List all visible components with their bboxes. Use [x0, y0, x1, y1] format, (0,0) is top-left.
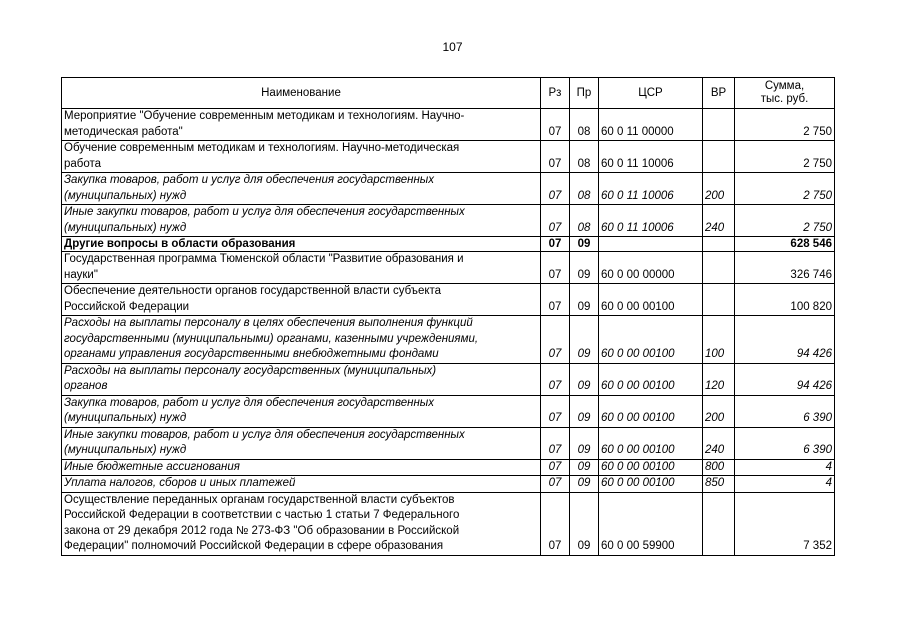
cell-vr: 120 [703, 363, 735, 395]
table-row [62, 427, 835, 459]
header-sum: Сумма, тыс. руб. [735, 78, 835, 109]
cell-sum: 2 750 [735, 173, 835, 205]
cell-name: Расходы на выплаты персоналу государственных (муниципальных) органов [62, 363, 541, 395]
cell-pr: 09 [570, 476, 599, 493]
cell-pr: 08 [570, 141, 599, 173]
cell-csr: 60 0 11 10006 [599, 205, 703, 237]
cell-pr: 08 [570, 205, 599, 237]
table-row [62, 395, 835, 427]
table-row [62, 316, 835, 364]
cell-csr: 60 0 00 00100 [599, 284, 703, 316]
cell-sum: 94 426 [735, 316, 835, 364]
cell-sum: 4 [735, 476, 835, 493]
cell-sum: 100 820 [735, 284, 835, 316]
cell-vr [703, 252, 735, 284]
cell-csr: 60 0 00 00100 [599, 427, 703, 459]
cell-rz: 07 [541, 492, 570, 555]
cell-name: Обучение современным методикам и технологиям. Научно-методическая работа [62, 141, 541, 173]
cell-vr: 240 [703, 205, 735, 237]
table-row [62, 205, 835, 237]
table-row [62, 173, 835, 205]
cell-csr: 60 0 00 00100 [599, 476, 703, 493]
cell-sum: 2 750 [735, 141, 835, 173]
cell-rz: 07 [541, 252, 570, 284]
table-row [62, 252, 835, 284]
cell-rz: 07 [541, 476, 570, 493]
cell-rz: 07 [541, 237, 570, 252]
header-vr: ВР [703, 78, 735, 109]
cell-vr: 240 [703, 427, 735, 459]
cell-name: Мероприятие "Обучение современным методикам и технологиям. Научно- методическая работа" [62, 109, 541, 141]
cell-name: Иные закупки товаров, работ и услуг для обеспечения государственных (муниципальных) нужд [62, 427, 541, 459]
cell-name: Иные закупки товаров, работ и услуг для обеспечения государственных (муниципальных) нужд [62, 205, 541, 237]
cell-pr: 09 [570, 237, 599, 252]
table-row [62, 284, 835, 316]
cell-pr: 09 [570, 252, 599, 284]
cell-sum: 94 426 [735, 363, 835, 395]
cell-vr: 850 [703, 476, 735, 493]
cell-vr [703, 492, 735, 555]
cell-rz: 07 [541, 205, 570, 237]
cell-name: Другие вопросы в области образования [62, 237, 541, 252]
cell-csr: 60 0 00 00100 [599, 316, 703, 364]
cell-rz: 07 [541, 459, 570, 476]
cell-pr: 09 [570, 492, 599, 555]
cell-pr: 08 [570, 173, 599, 205]
cell-name: Государственная программа Тюменской области "Развитие образования и науки" [62, 252, 541, 284]
cell-csr: 60 0 00 00100 [599, 395, 703, 427]
cell-pr: 09 [570, 284, 599, 316]
cell-pr: 09 [570, 395, 599, 427]
table-row [62, 476, 835, 493]
cell-csr: 60 0 11 10006 [599, 173, 703, 205]
cell-vr [703, 109, 735, 141]
cell-name: Закупка товаров, работ и услуг для обеспечения государственных (муниципальных) нужд [62, 173, 541, 205]
cell-rz: 07 [541, 427, 570, 459]
table-header-row [62, 78, 835, 109]
cell-csr: 60 0 00 00100 [599, 363, 703, 395]
table-row [62, 109, 835, 141]
cell-vr [703, 237, 735, 252]
cell-csr: 60 0 00 00000 [599, 252, 703, 284]
cell-name: Закупка товаров, работ и услуг для обеспечения государственных (муниципальных) нужд [62, 395, 541, 427]
cell-name: Обеспечение деятельности органов государственной власти субъекта Российской Федерации [62, 284, 541, 316]
table-body [62, 109, 835, 556]
cell-vr: 100 [703, 316, 735, 364]
cell-name: Осуществление переданных органам государственной власти субъектов Российской Федерации в соответствии с частью 1 статьи 7 Федерального закона от 29 декабря 2012 года № 273-ФЗ "Об образовании в Российской Федерации" полномочий Российской Федерации в сфере образования [62, 492, 541, 555]
cell-rz: 07 [541, 141, 570, 173]
cell-pr: 09 [570, 363, 599, 395]
cell-sum: 6 390 [735, 427, 835, 459]
table-row [62, 237, 835, 252]
header-rz: Рз [541, 78, 570, 109]
cell-rz: 07 [541, 395, 570, 427]
cell-sum: 628 546 [735, 237, 835, 252]
cell-rz: 07 [541, 173, 570, 205]
cell-sum: 4 [735, 459, 835, 476]
cell-vr [703, 284, 735, 316]
cell-rz: 07 [541, 109, 570, 141]
cell-rz: 07 [541, 316, 570, 364]
cell-csr: 60 0 11 00000 [599, 109, 703, 141]
cell-rz: 07 [541, 284, 570, 316]
header-csr: ЦСР [599, 78, 703, 109]
cell-name: Расходы на выплаты персоналу в целях обеспечения выполнения функций государственными (муниципальными) органами, казенными учреждениями, органами управления государственными внебюджетными фондами [62, 316, 541, 364]
cell-pr: 09 [570, 316, 599, 364]
page-number: 107 [442, 40, 463, 54]
table-row [62, 141, 835, 173]
table-row [62, 492, 835, 555]
table-row [62, 459, 835, 476]
cell-pr: 09 [570, 427, 599, 459]
cell-csr: 60 0 00 59900 [599, 492, 703, 555]
cell-vr: 800 [703, 459, 735, 476]
cell-sum: 6 390 [735, 395, 835, 427]
cell-name: Иные бюджетные ассигнования [62, 459, 541, 476]
cell-vr: 200 [703, 395, 735, 427]
cell-name: Уплата налогов, сборов и иных платежей [62, 476, 541, 493]
budget-table [61, 77, 835, 556]
cell-pr: 09 [570, 459, 599, 476]
cell-sum: 7 352 [735, 492, 835, 555]
cell-rz: 07 [541, 363, 570, 395]
cell-pr: 08 [570, 109, 599, 141]
cell-csr [599, 237, 703, 252]
cell-sum: 2 750 [735, 109, 835, 141]
header-pr: Пр [570, 78, 599, 109]
cell-csr: 60 0 11 10006 [599, 141, 703, 173]
header-name: Наименование [62, 78, 541, 109]
cell-vr [703, 141, 735, 173]
cell-csr: 60 0 00 00100 [599, 459, 703, 476]
cell-sum: 326 746 [735, 252, 835, 284]
cell-sum: 2 750 [735, 205, 835, 237]
cell-vr: 200 [703, 173, 735, 205]
table-row [62, 363, 835, 395]
